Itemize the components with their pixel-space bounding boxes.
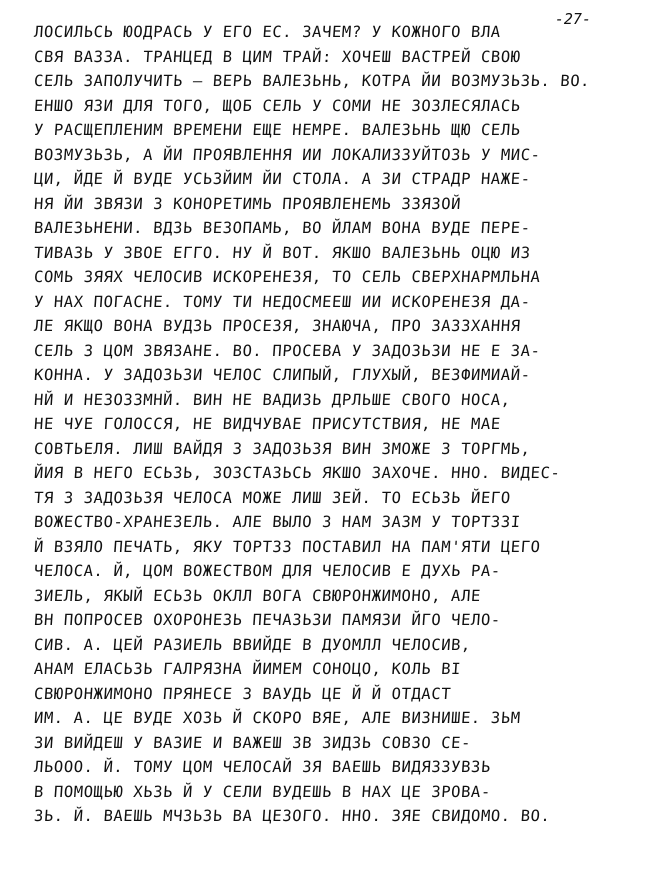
text-line: Й ВЗЯЛО ПЕЧАТЬ, ЯКУ ТОРТЗЗ ПОСТАВИЛ НА ПАМ'ЯТИ ЦЕГО: [33, 537, 542, 556]
text-line: СОМЬ ЗЯЯХ ЧЕЛОСИВ ИСКОРЕНЕЗЯ, ТО СЕЛЬ СВЕРХНАРМЛЬНА: [33, 268, 542, 286]
text-line: У РАСЩЕПЛЕНИМ ВРЕМЕНИ ЕЩЕ НЕМРЕ. ВАЛЕЗЬНЬ ЩЮ СЕЛЬ: [33, 121, 522, 139]
text-line: СОВТЬЕЛЯ. ЛИШ ВАЙДЯ З ЗАДОЗЬЗЯ ВИН ЗМОЖЕ З ТОРГМЬ,: [33, 439, 532, 458]
text-line: НЙ И НЕЗОЗЗМНЙ. ВИН НЕ ВАДИЗЬ ДРЛЬШЕ СВОГО НОСА,: [33, 390, 512, 409]
text-line: СВЮРОНЖИМОНО ПРЯНЕСЕ З ВАУДЬ ЦЕ Й Й ОТДАСТ: [33, 684, 452, 703]
text-line: ЗИ ВИЙДЕШ У ВАЗИЕ И ВАЖЕШ ЗВ ЗИДЗЬ СОВЗО СЕ-: [33, 733, 472, 752]
text-line: В ПОМОЩЬЮ ХЬЗЬ Й У СЕЛИ ВУДЕШЬ В НАХ ЦЕ ЗРОВА-: [33, 782, 492, 801]
text-line: КОННА. У ЗАДОЗЬЗИ ЧЕЛОС СЛИПЫЙ, ГЛУХЫЙ, ВЕЗФИМИАЙ-: [33, 366, 532, 384]
text-line: ЦИ, ЙДЕ Й ВУДЕ УСЬЗЙИМ ЙИ СТОЛА. А ЗИ СТРАДР НАЖЕ-: [33, 170, 532, 188]
text-line: АНАМ ЕЛАСЬЗЬ ГАЛРЯЗНА ЙИМЕМ СОНОЦО, КОЛЬ ВІ: [33, 660, 462, 678]
text-line: ЛЕ ЯКЩО ВОНА ВУДЗЬ ПРОСЕЗЯ, ЗНАЮЧА, ПРО ЗАЗЗХАННЯ: [33, 317, 522, 335]
text-line: ВОЖЕСТВО-ХРАНЕЗЕЛЬ. АЛЕ ВЫЛО З НАМ ЗАЗМ У ТОРТЗЗІ: [33, 513, 522, 531]
text-line: НЕ ЧУЕ ГОЛОССЯ, НЕ ВИДЧУВАЕ ПРИСУТСТВИЯ, НЕ МАЕ: [33, 415, 502, 433]
text-line: НЯ ЙИ ЗВЯЗИ З КОНОРЕТИМЬ ПРОЯВЛЕНЕМЬ ЗЗЯЗОЙ: [33, 194, 462, 213]
page-number: -27-: [554, 10, 591, 28]
text-line: СИВ. А. ЦЕЙ РАЗИЕЛЬ ВВИЙДЕ В ДУОМЛЛ ЧЕЛОСИВ,: [33, 635, 472, 654]
text-line: СВЯ ВАЗЗА. ТРАНЦЕД В ЦИМ ТРАЙ: ХОЧЕШ ВАСТРЕЙ СВОЮ: [33, 47, 522, 66]
text-line: ЛЬООО. Й. ТОМУ ЦОМ ЧЕЛОСАЙ ЗЯ ВАЕШЬ ВИДЯЗЗУВЗЬ: [33, 758, 492, 776]
text-line: ЛОСИЛЬСЬ ЮОДРАСЬ У ЕГО ЕС. ЗАЧЕМ? У КОЖНОГО ВЛА: [33, 23, 502, 41]
text-line: ВАЛЕЗЬНЕНИ. ВДЗЬ ВЕЗОПАМЬ, ВО ЙЛАМ ВОНА ВУДЕ ПЕРЕ-: [33, 219, 532, 237]
text-line: ЕНШО ЯЗИ ДЛЯ ТОГО, ЩОБ СЕЛЬ У СОМИ НЕ ЗОЗЛЕСЯЛАСЬ: [33, 96, 522, 115]
text-line: ЗЬ. Й. ВАЕШЬ МЧЗЬЗЬ ВА ЦЕЗОГО. ННО. ЗЯЕ СВИДОМО. ВО.: [33, 807, 552, 825]
text-line: ТЯ З ЗАДОЗЬЗЯ ЧЕЛОСА МОЖЕ ЛИШ ЗЕЙ. ТО ЕСЬЗЬ ЙЕГО: [33, 488, 512, 507]
text-line: ЗИЕЛЬ, ЯКЫЙ ЕСЬЗЬ ОКЛЛ ВОГА СВЮРОНЖИМОНО, АЛЕ: [33, 586, 482, 605]
text-line: У НАХ ПОГАСНЕ. ТОМУ ТИ НЕДОСМЕЕШ ИИ ИСКОРЕНЕЗЯ ДА-: [33, 292, 532, 311]
handwritten-text-block: [34, 20, 624, 829]
text-line: ТИВАЗЬ У ЗВОЕ ЕГГО. НУ Й ВОТ. ЯКШО ВАЛЕЗЬНЬ ОЦЮ ИЗ: [33, 243, 532, 262]
text-line: ВОЗМУЗЬЗЬ, А ЙИ ПРОЯВЛЕННЯ ИИ ЛОКАЛИЗЗУЙТОЗЬ У МИС-: [33, 145, 542, 164]
text-line: ВН ПОПРОСЕВ ОХОРОНЕЗЬ ПЕЧАЗЬЗИ ПАМЯЗИ ЙГО ЧЕЛО-: [33, 611, 502, 629]
text-line: ЧЕЛОСА. Й, ЦОМ ВОЖЕСТВОМ ДЛЯ ЧЕЛОСИВ Е ДУХЬ РА-: [33, 562, 502, 580]
text-line: ЙИЯ В НЕГО ЕСЬЗЬ, ЗОЗСТАЗЬСЬ ЯКШО ЗАХОЧЕ. ННО. ВИДЕС-: [33, 464, 562, 482]
text-line: СЕЛЬ З ЦОМ ЗВЯЗАНЕ. ВО. ПРОСЕВА У ЗАДОЗЬЗИ НЕ Е ЗА-: [33, 341, 542, 360]
text-line: СЕЛЬ ЗАПОЛУЧИТЬ — ВЕРЬ ВАЛЕЗЬНЬ, КОТРА ЙИ ВОЗМУЗЬЗЬ. ВО.: [33, 72, 591, 90]
text-line: ИМ. А. ЦЕ ВУДЕ ХОЗЬ Й СКОРО ВЯЕ, АЛЕ ВИЗНИШЕ. ЗЬМ: [33, 709, 522, 727]
